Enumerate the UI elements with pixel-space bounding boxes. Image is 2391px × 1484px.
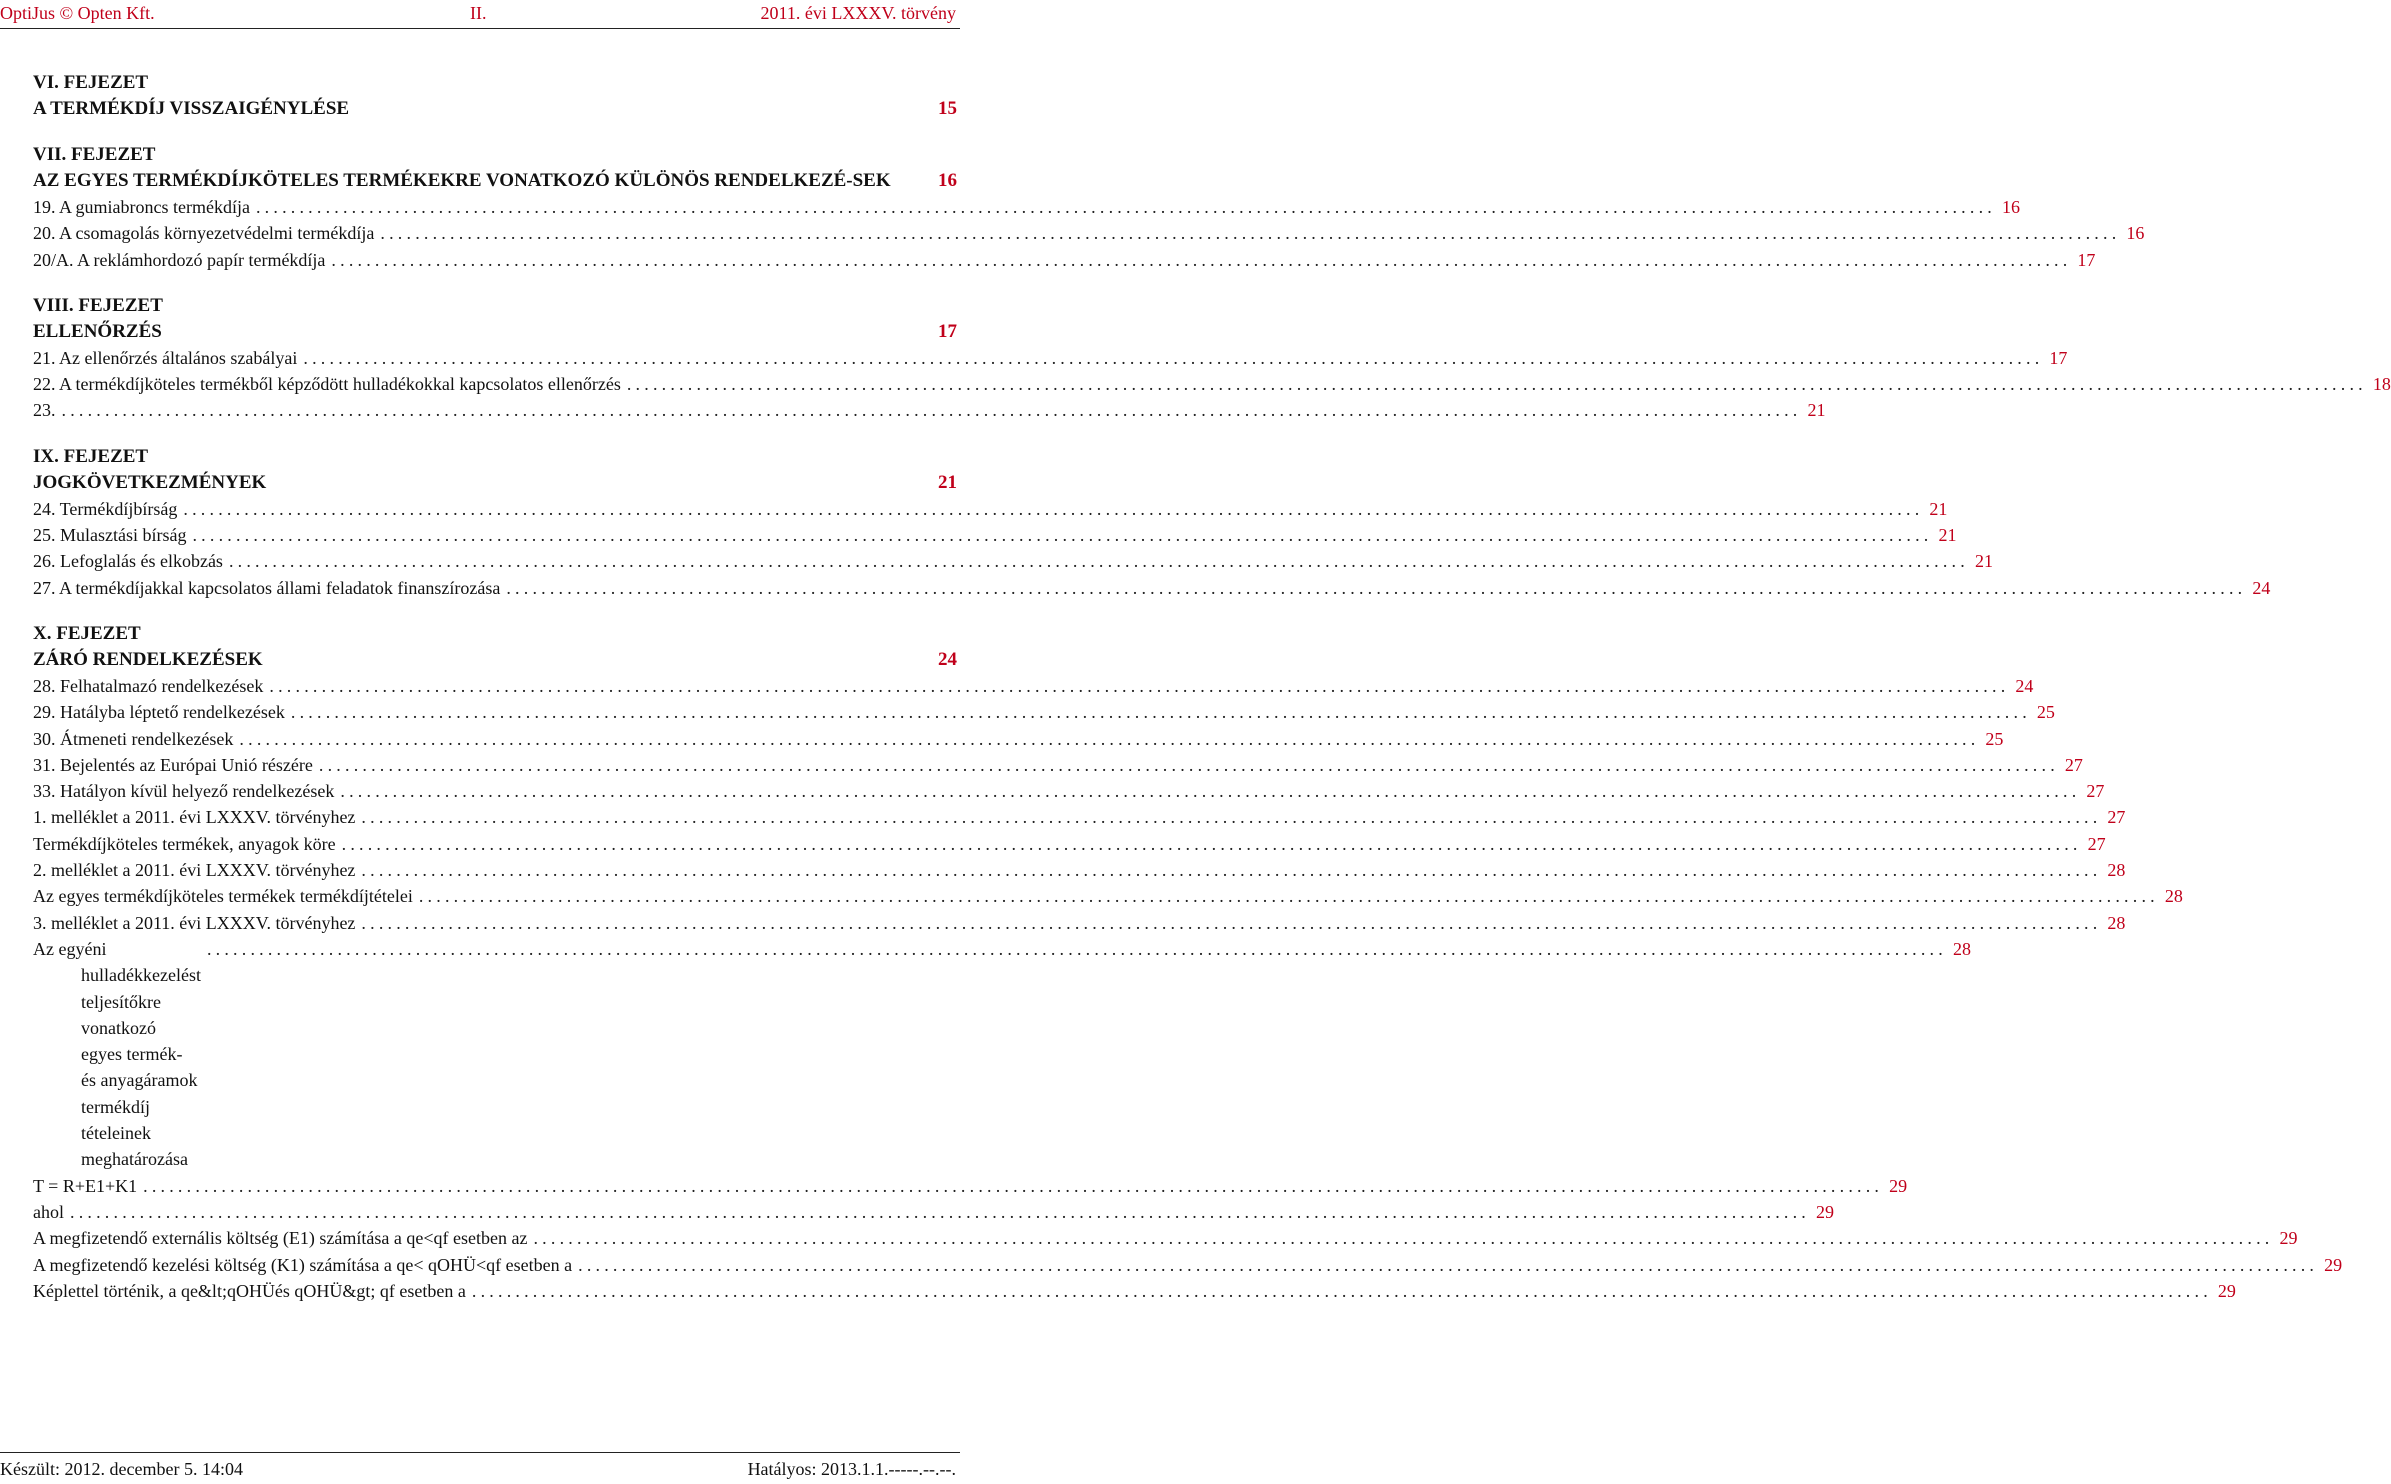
toc-entry[interactable] <box>33 1278 2236 1304</box>
dot-leader: ........................................................................................................................................................................................................ <box>206 938 1947 959</box>
entry-page-number[interactable]: 27 <box>2087 833 2106 854</box>
dot-leader: ........................................................................................................................................................................................................ <box>578 1254 2319 1275</box>
table-of-contents <box>33 70 2391 1324</box>
toc-entry[interactable] <box>33 194 2020 220</box>
dot-leader: ........................................................................................................................................................................................................ <box>626 374 2367 395</box>
entry-page-number[interactable]: 29 <box>2279 1228 2298 1249</box>
dot-leader: ........................................................................................................................................................................................................ <box>192 525 1933 546</box>
entry-page-number[interactable]: 17 <box>2049 347 2068 368</box>
dot-leader: ........................................................................................................................................................................................................ <box>361 912 2102 933</box>
entry-page-number[interactable]: 24 <box>2015 675 2034 696</box>
entry-page-number[interactable]: 17 <box>2077 249 2096 270</box>
entry-title: Az egyes termékdíjköteles termékek termékdíjtételei <box>33 886 413 907</box>
toc-chapter <box>33 621 2343 1304</box>
toc-entry[interactable] <box>33 910 2126 936</box>
toc-entry[interactable] <box>33 673 2034 699</box>
entry-title: ahol <box>33 1201 64 1222</box>
toc-entry[interactable] <box>33 699 2055 725</box>
toc-entry[interactable] <box>33 247 2096 273</box>
entry-title: 26. Lefoglalás és elkobzás <box>33 551 223 572</box>
entry-title: 31. Bejelentés az Európai Unió részére <box>33 754 313 775</box>
toc-entry[interactable] <box>33 522 1957 548</box>
entry-title: 27. A termékdíjakkal kapcsolatos állami feladatok finanszírozása <box>33 577 501 598</box>
toc-entry[interactable] <box>33 220 2145 246</box>
toc-entry[interactable] <box>33 804 2126 830</box>
chapter-label: X. FEJEZET <box>33 622 141 644</box>
page-header <box>0 0 960 29</box>
dot-leader: ........................................................................................................................................................................................................ <box>418 886 2159 907</box>
entry-page-number[interactable]: 29 <box>2217 1280 2236 1301</box>
dot-leader: ........................................................................................................................................................................................................ <box>380 223 2121 244</box>
toc-entry[interactable] <box>33 345 2068 371</box>
chapter-label: VII. FEJEZET <box>33 144 156 165</box>
toc-entry[interactable] <box>33 883 2183 909</box>
chapter-title-row[interactable] <box>33 96 957 122</box>
chapter-title-row[interactable] <box>33 470 957 496</box>
dot-leader: ........................................................................................................................................................................................................ <box>183 498 1924 519</box>
entry-title: 28. Felhatalmazó rendelkezések <box>33 675 264 696</box>
entry-page-number[interactable]: 27 <box>2086 781 2105 802</box>
entry-page-number[interactable]: 29 <box>1816 1201 1834 1222</box>
dot-leader: ........................................................................................................................................................................................................ <box>506 577 2247 598</box>
entry-page-number[interactable]: 28 <box>2164 886 2183 907</box>
entry-title: A megfizetendő kezelési költség (K1) számítása a qe< qOHÜ<qf esetben a <box>33 1254 573 1275</box>
chapter-title: AZ EGYES TERMÉKDÍJKÖTELES TERMÉKEKRE VONATKOZÓ KÜLÖNÖS RENDELKEZÉ-SEK <box>33 170 891 191</box>
toc-entry[interactable] <box>33 1173 1908 1199</box>
entry-title: 20. A csomagolás környezetvédelmi termékdíja <box>33 223 375 244</box>
chapter-page-number[interactable]: 24 <box>938 648 957 670</box>
entry-title: 33. Hatályon kívül helyező rendelkezések <box>33 781 335 802</box>
toc-chapter <box>33 293 2391 424</box>
toc-entry[interactable] <box>33 857 2126 883</box>
entry-page-number[interactable]: 21 <box>1938 525 1957 546</box>
toc-entry[interactable] <box>33 496 1948 522</box>
entry-title: 29. Hatályba léptető rendelkezések <box>33 702 285 723</box>
entry-title: 24. Termékdíjbírság <box>33 498 178 519</box>
entry-title: 3. melléklet a 2011. évi LXXXV. törvényhez <box>33 912 356 933</box>
entry-title: Képlettel történik, a qe&lt;qOHÜés qOHÜ&gt; qf esetben a <box>33 1280 466 1301</box>
toc-entry[interactable] <box>33 548 1993 574</box>
chapter-page-number[interactable]: 17 <box>938 320 957 342</box>
entry-title: Termékdíjköteles termékek, anyagok köre <box>33 833 336 854</box>
chapter-title-row[interactable] <box>33 647 957 673</box>
chapter-title-row[interactable] <box>33 168 957 194</box>
chapter-label: VI. FEJEZET <box>33 72 149 93</box>
footer-created: Készült: 2012. december 5. 14:04 <box>0 1459 243 1479</box>
entry-title: 2. melléklet a 2011. évi LXXXV. törvényhez <box>33 860 356 881</box>
dot-leader: ........................................................................................................................................................................................................ <box>341 833 2082 854</box>
toc-chapter <box>33 142 2145 273</box>
toc-entry[interactable] <box>33 752 2083 778</box>
chapter-label: IX. FEJEZET <box>33 445 149 467</box>
entry-title: 30. Átmeneti rendelkezések <box>33 728 234 749</box>
entry-page-number[interactable]: 28 <box>2107 912 2126 933</box>
entry-title: 23. <box>33 400 56 421</box>
dot-leader: ........................................................................................................................................................................................................ <box>471 1280 2212 1301</box>
chapter-title: A TERMÉKDÍJ VISSZAIGÉNYLÉSE <box>33 98 350 119</box>
entry-page-number[interactable]: 28 <box>1952 938 1971 959</box>
entry-page-number[interactable]: 16 <box>2001 197 2020 217</box>
footer-divider <box>0 1452 960 1453</box>
entry-page-number[interactable]: 29 <box>1889 1175 1908 1196</box>
toc-chapter <box>33 70 957 122</box>
entry-page-number[interactable]: 27 <box>2107 807 2126 828</box>
dot-leader: ........................................................................................................................................................................................................ <box>340 781 2081 802</box>
toc-entry[interactable] <box>33 831 2106 857</box>
dot-leader: ........................................................................................................................................................................................................ <box>143 1175 1884 1196</box>
chapter-label: VIII. FEJEZET <box>33 294 163 316</box>
entry-page-number[interactable]: 28 <box>2107 860 2126 881</box>
dot-leader: ........................................................................................................................................................................................................ <box>255 197 1996 217</box>
chapter-page-number[interactable]: 16 <box>938 170 957 191</box>
toc-entry[interactable] <box>33 1225 2298 1251</box>
chapter-page-number[interactable]: 21 <box>938 471 957 493</box>
entry-title: 22. A termékdíjköteles termékből képződött hulladékokkal kapcsolatos ellenőrzés <box>33 374 621 395</box>
entry-page-number[interactable]: 24 <box>2252 577 2271 598</box>
entry-page-number[interactable]: 21 <box>1807 400 1826 421</box>
dot-leader: ........................................................................................................................................................................................................ <box>269 675 2010 696</box>
toc-entry[interactable] <box>33 936 1971 1173</box>
entry-page-number[interactable]: 25 <box>2036 702 2055 723</box>
dot-leader: ........................................................................................................................................................................................................ <box>303 347 2044 368</box>
header-law-title: 2011. évi LXXXV. törvény <box>760 3 956 23</box>
chapter-title: ELLENŐRZÉS <box>33 320 162 342</box>
toc-entry[interactable] <box>33 397 1826 423</box>
dot-leader: ........................................................................................................................................................................................................ <box>361 807 2102 828</box>
entry-page-number[interactable]: 21 <box>1929 498 1948 519</box>
entry-title: T = R+E1+K1 <box>33 1175 138 1196</box>
dot-leader: ........................................................................................................................................................................................................ <box>290 702 2031 723</box>
dot-leader: ........................................................................................................................................................................................................ <box>361 860 2102 881</box>
chapter-title: ZÁRÓ RENDELKEZÉSEK <box>33 648 263 670</box>
entry-page-number[interactable]: 18 <box>2372 374 2391 395</box>
dot-leader: ........................................................................................................................................................................................................ <box>61 400 1802 421</box>
chapter-title-row[interactable] <box>33 319 957 345</box>
chapter-title: JOGKÖVETKEZMÉNYEK <box>33 471 267 493</box>
header-publisher: OptiJus © Opten Kft. <box>0 3 155 23</box>
header-divider <box>0 28 960 29</box>
toc-entry[interactable] <box>33 726 2004 752</box>
entry-page-number[interactable]: 16 <box>2126 223 2145 244</box>
toc-entry[interactable] <box>33 371 2391 397</box>
entry-title: 19. A gumiabroncs termékdíja <box>33 197 250 217</box>
footer-effective: Hatályos: 2013.1.1.-----.--.--. <box>747 1459 956 1479</box>
entry-title: 20/A. A reklámhordozó papír termékdíja <box>33 249 326 270</box>
entry-title: 21. Az ellenőrzés általános szabályai <box>33 347 298 368</box>
dot-leader: ........................................................................................................................................................................................................ <box>318 754 2059 775</box>
chapter-page-number[interactable]: 15 <box>938 98 957 119</box>
toc-entry[interactable] <box>33 575 2271 601</box>
entry-title: A megfizetendő externális költség (E1) számítása a qe<qf esetben az <box>33 1228 528 1249</box>
toc-entry[interactable] <box>33 778 2105 804</box>
entry-page-number[interactable]: 27 <box>2064 754 2083 775</box>
entry-title: 25. Mulasztási bírság <box>33 525 187 546</box>
toc-entry[interactable] <box>33 1252 2343 1278</box>
entry-page-number[interactable]: 21 <box>1974 551 1993 572</box>
entry-page-number[interactable]: 25 <box>1985 728 2004 749</box>
header-part-number: II. <box>470 3 487 23</box>
toc-entry[interactable] <box>33 1199 1834 1225</box>
dot-leader: ........................................................................................................................................................................................................ <box>228 551 1969 572</box>
dot-leader: ........................................................................................................................................................................................................ <box>239 728 1980 749</box>
entry-page-number[interactable]: 29 <box>2324 1254 2343 1275</box>
dot-leader: ........................................................................................................................................................................................................ <box>331 249 2072 270</box>
entry-title: Az egyéni hulladékkezelést teljesítőkre vonatkozó egyes termék- és anyagáramok termékdíj tételeinek meghatározása <box>33 938 201 1170</box>
toc-chapter <box>33 444 2271 601</box>
dot-leader: ........................................................................................................................................................................................................ <box>533 1228 2274 1249</box>
entry-title: 1. melléklet a 2011. évi LXXXV. törvényhez <box>33 807 356 828</box>
dot-leader: ........................................................................................................................................................................................................ <box>70 1201 1810 1222</box>
